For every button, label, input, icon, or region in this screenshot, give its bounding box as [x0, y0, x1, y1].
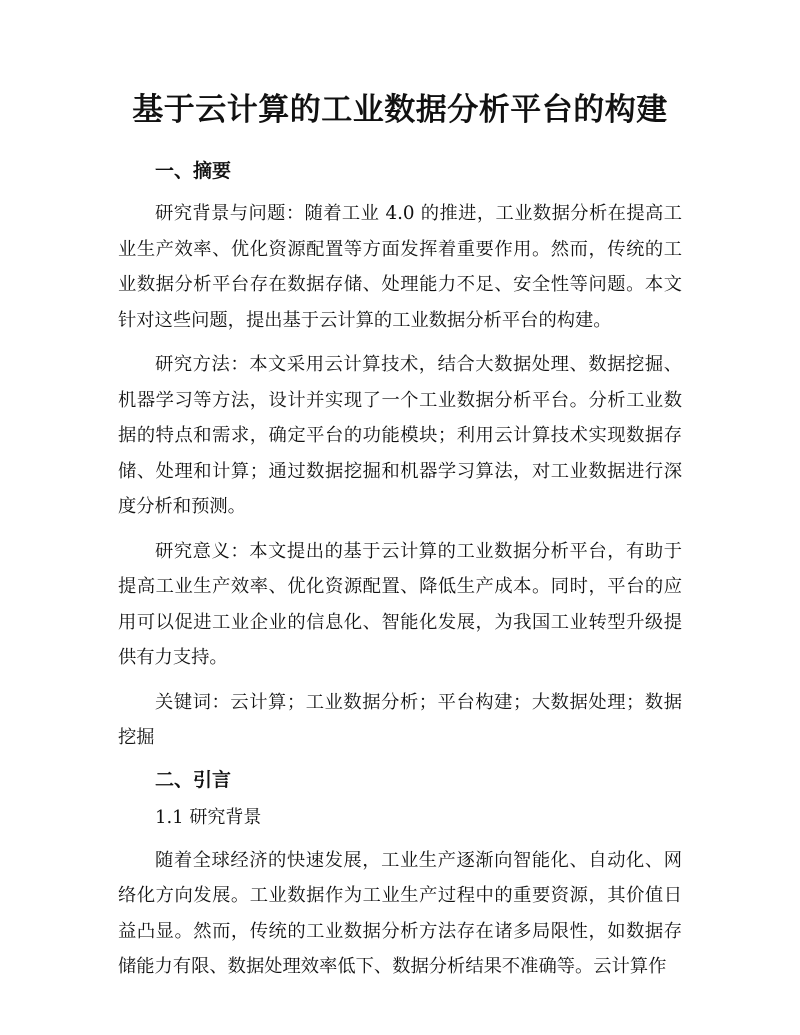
research-background-subheading: 1.1 研究背景 [155, 806, 262, 828]
introduction-heading: 二、引言 [155, 768, 232, 791]
keywords-paragraph: 关键词：云计算；工业数据分析；平台构建；大数据处理；数据挖掘 [118, 691, 682, 748]
abstract-background-paragraph: 研究背景与问题：随着工业 4.0 的推进，工业数据分析在提高工业生产效率、优化资源配置等方面发挥着重要作用。然而，传统的工业数据分析平台存在数据存储、处理能力不足、安全性等问题。本文针对这些问题，提出基于云计算的工业数据分析平台的构建。 [118, 203, 682, 331]
abstract-significance-paragraph: 研究意义：本文提出的基于云计算的工业数据分析平台，有助于提高工业生产效率、优化资源配置、降低生产成本。同时，平台的应用可以促进工业企业的信息化、智能化发展，为我国工业转型升级提供有力支持。 [118, 540, 682, 668]
document-title: 基于云计算的工业数据分析平台的构建 [132, 92, 668, 128]
research-background-paragraph: 随着全球经济的快速发展，工业生产逐渐向智能化、自动化、网络化方向发展。工业数据作为工业生产过程中的重要资源，其价值日益凸显。然而，传统的工业数据分析方法存在诸多局限性，如数据存储能力有限、数据处理效率低下、数据分析结果不准确等。云计算作 [118, 849, 682, 977]
abstract-methods-paragraph: 研究方法：本文采用云计算技术，结合大数据处理、数据挖掘、机器学习等方法，设计并实现了一个工业数据分析平台。分析工业数据的特点和需求，确定平台的功能模块；利用云计算技术实现数据存储、处理和计算；通过数据挖掘和机器学习算法，对工业数据进行深度分析和预测。 [118, 354, 682, 517]
abstract-heading: 一、摘要 [155, 160, 232, 182]
